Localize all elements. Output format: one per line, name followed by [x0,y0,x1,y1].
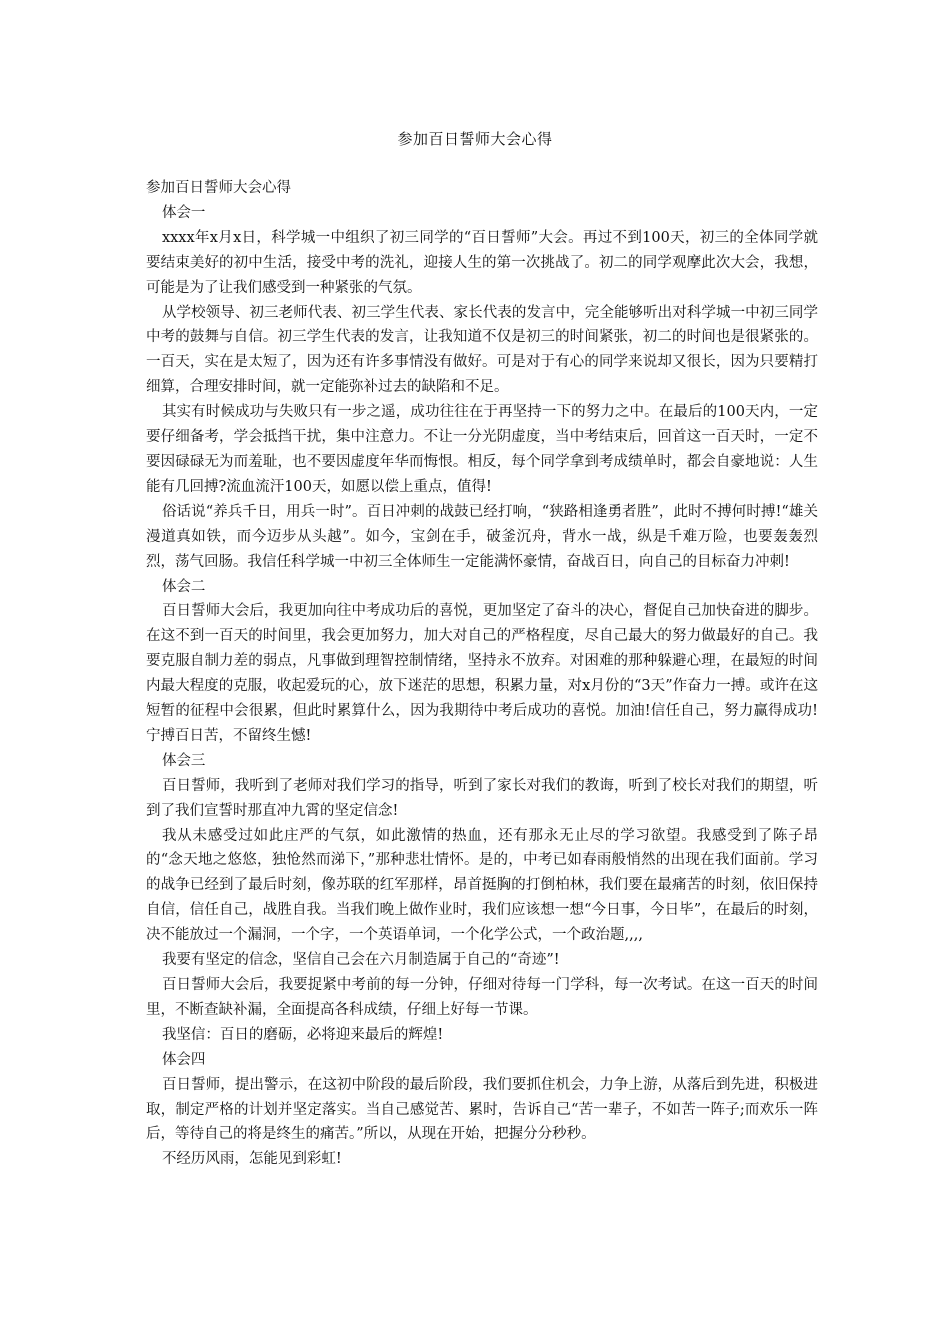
paragraph: 百日誓师，我听到了老师对我们学习的指导，听到了家长对我们的教诲，听到了校长对我们的期望，听到了我们宣誓时那直冲九霄的坚定信念! [146,777,818,819]
section-heading: 体会一 [161,204,206,221]
paragraph: 其实有时候成功与失败只有一步之遥，成功往往在于再坚持一下的努力之中。在最后的100天内，一定要仔细备考，学会抵挡干扰，集中注意力。不让一分光阴虚度，当中考结束后，回首这一百天时，一定不要因碌碌无为而羞耻，也不要因虚度年华而悔恨。相反，每个同学拿到考成绩单时，都会自豪地说：人生能有几回搏?流血流汗100天，如愿以偿上重点，值得! [146,404,818,495]
section-heading: 体会三 [161,752,206,769]
paragraph: 百日誓师，提出警示，在这初中阶段的最后阶段，我们要抓住机会，力争上游，从落后到先进，积极进取，制定严格的计划并坚定落实。当自己感觉苦、累时，告诉自己“苦一辈子，不如苦一阵子;而欢乐一阵后，等待自己的将是终生的痛苦。”所以，从现在开始，把握分分秒秒。 [146,1076,818,1143]
paragraph: 百日誓师大会后，我更加向往中考成功后的喜悦，更加坚定了奋斗的决心，督促自己加快奋进的脚步。在这不到一百天的时间里，我会更加努力，加大对自己的严格程度，尽自己最大的努力做最好的自己。我要克服自制力差的弱点，凡事做到理智控制情绪，坚持永不放弃。对困难的那种躲避心理，在最短的时间内最大程度的克服，收起爱玩的心，放下迷茫的思想，积累力量，对x月份的“3天”作奋力一搏。或许在这短暂的征程中会很累，但此时累算什么，因为我期待中考后成功的喜悦。加油!信任自己，努力赢得成功! 宁搏百日苦，不留终生憾! [146,603,818,744]
page-title: 参加百日誓师大会心得 [397,130,553,148]
paragraph: 俗话说“养兵千日，用兵一时”。百日冲刺的战鼓已经打响，“狭路相逢勇者胜”，此时不搏何时搏!“雄关漫道真如铁，而今迈步从头越”。如今，宝剑在手，破釜沉舟，背水一战，纵是千难万险，也要轰轰烈烈，荡气回肠。我信任科学城一中初三全体师生一定能满怀豪情，奋战百日，向自己的目标奋力冲刺! [146,503,818,570]
paragraph: 我坚信：百日的磨砺，必将迎来最后的辉煌! [161,1026,444,1043]
paragraph: 我从未感受过如此庄严的气氛，如此激情的热血，还有那永无止尽的学习欲望。我感受到了陈子昂的“念天地之悠悠，独怆然而涕下，”那种悲壮情怀。是的，中考已如春雨般悄然的出现在我们面前。学习的战争已经到了最后时刻，像苏联的红军那样，昂首挺胸的打倒柏林，我们要在最痛苦的时刻，依旧保持自信，信任自己，战胜自我。当我们晚上做作业时，我们应该想一想“今日事，今日毕”，在最后的时刻，决不能放过一个漏洞，一个字，一个英语单词，一个化学公式，一个政治题,,,, [146,827,818,944]
document-body [146,176,818,1172]
paragraph: 不经历风雨，怎能见到彩虹! [161,1151,342,1168]
paragraph: 从学校领导、初三老师代表、初三学生代表、家长代表的发言中，完全能够听出对科学城一中初三同学中考的鼓舞与自信。初三学生代表的发言，让我知道不仅是初三的时间紧张，初二的时间也是很紧张的。一百天，实在是太短了，因为还有许多事情没有做好。可是对于有心的同学来说却又很长，因为只要精打细算，合理安排时间，就一定能弥补过去的缺陷和不足。 [146,304,818,396]
section-heading: 体会二 [161,578,206,595]
paragraph: 百日誓师大会后，我要捉紧中考前的每一分钟，仔细对待每一门学科，每一次考试。在这一百天的时间里，不断查缺补漏，全面提高各科成绩，仔细上好每一节课。 [146,977,818,1018]
document-subtitle: 参加百日誓师大会心得 [146,180,291,196]
paragraph: xxxx年x月x日，科学城一中组织了初三同学的“百日誓师”大会。再过不到100天，初三的全体同学就要结束美好的初中生活，接受中考的洗礼，迎接人生的第一次挑战了。初二的同学观摩此次大会，我想，可能是为了让我们感受到一种紧张的气氛。 [146,229,818,296]
paragraph: 我要有坚定的信念，坚信自己会在六月制造属于自己的“奇迹”! [161,952,560,969]
section-heading: 体会四 [161,1051,206,1068]
